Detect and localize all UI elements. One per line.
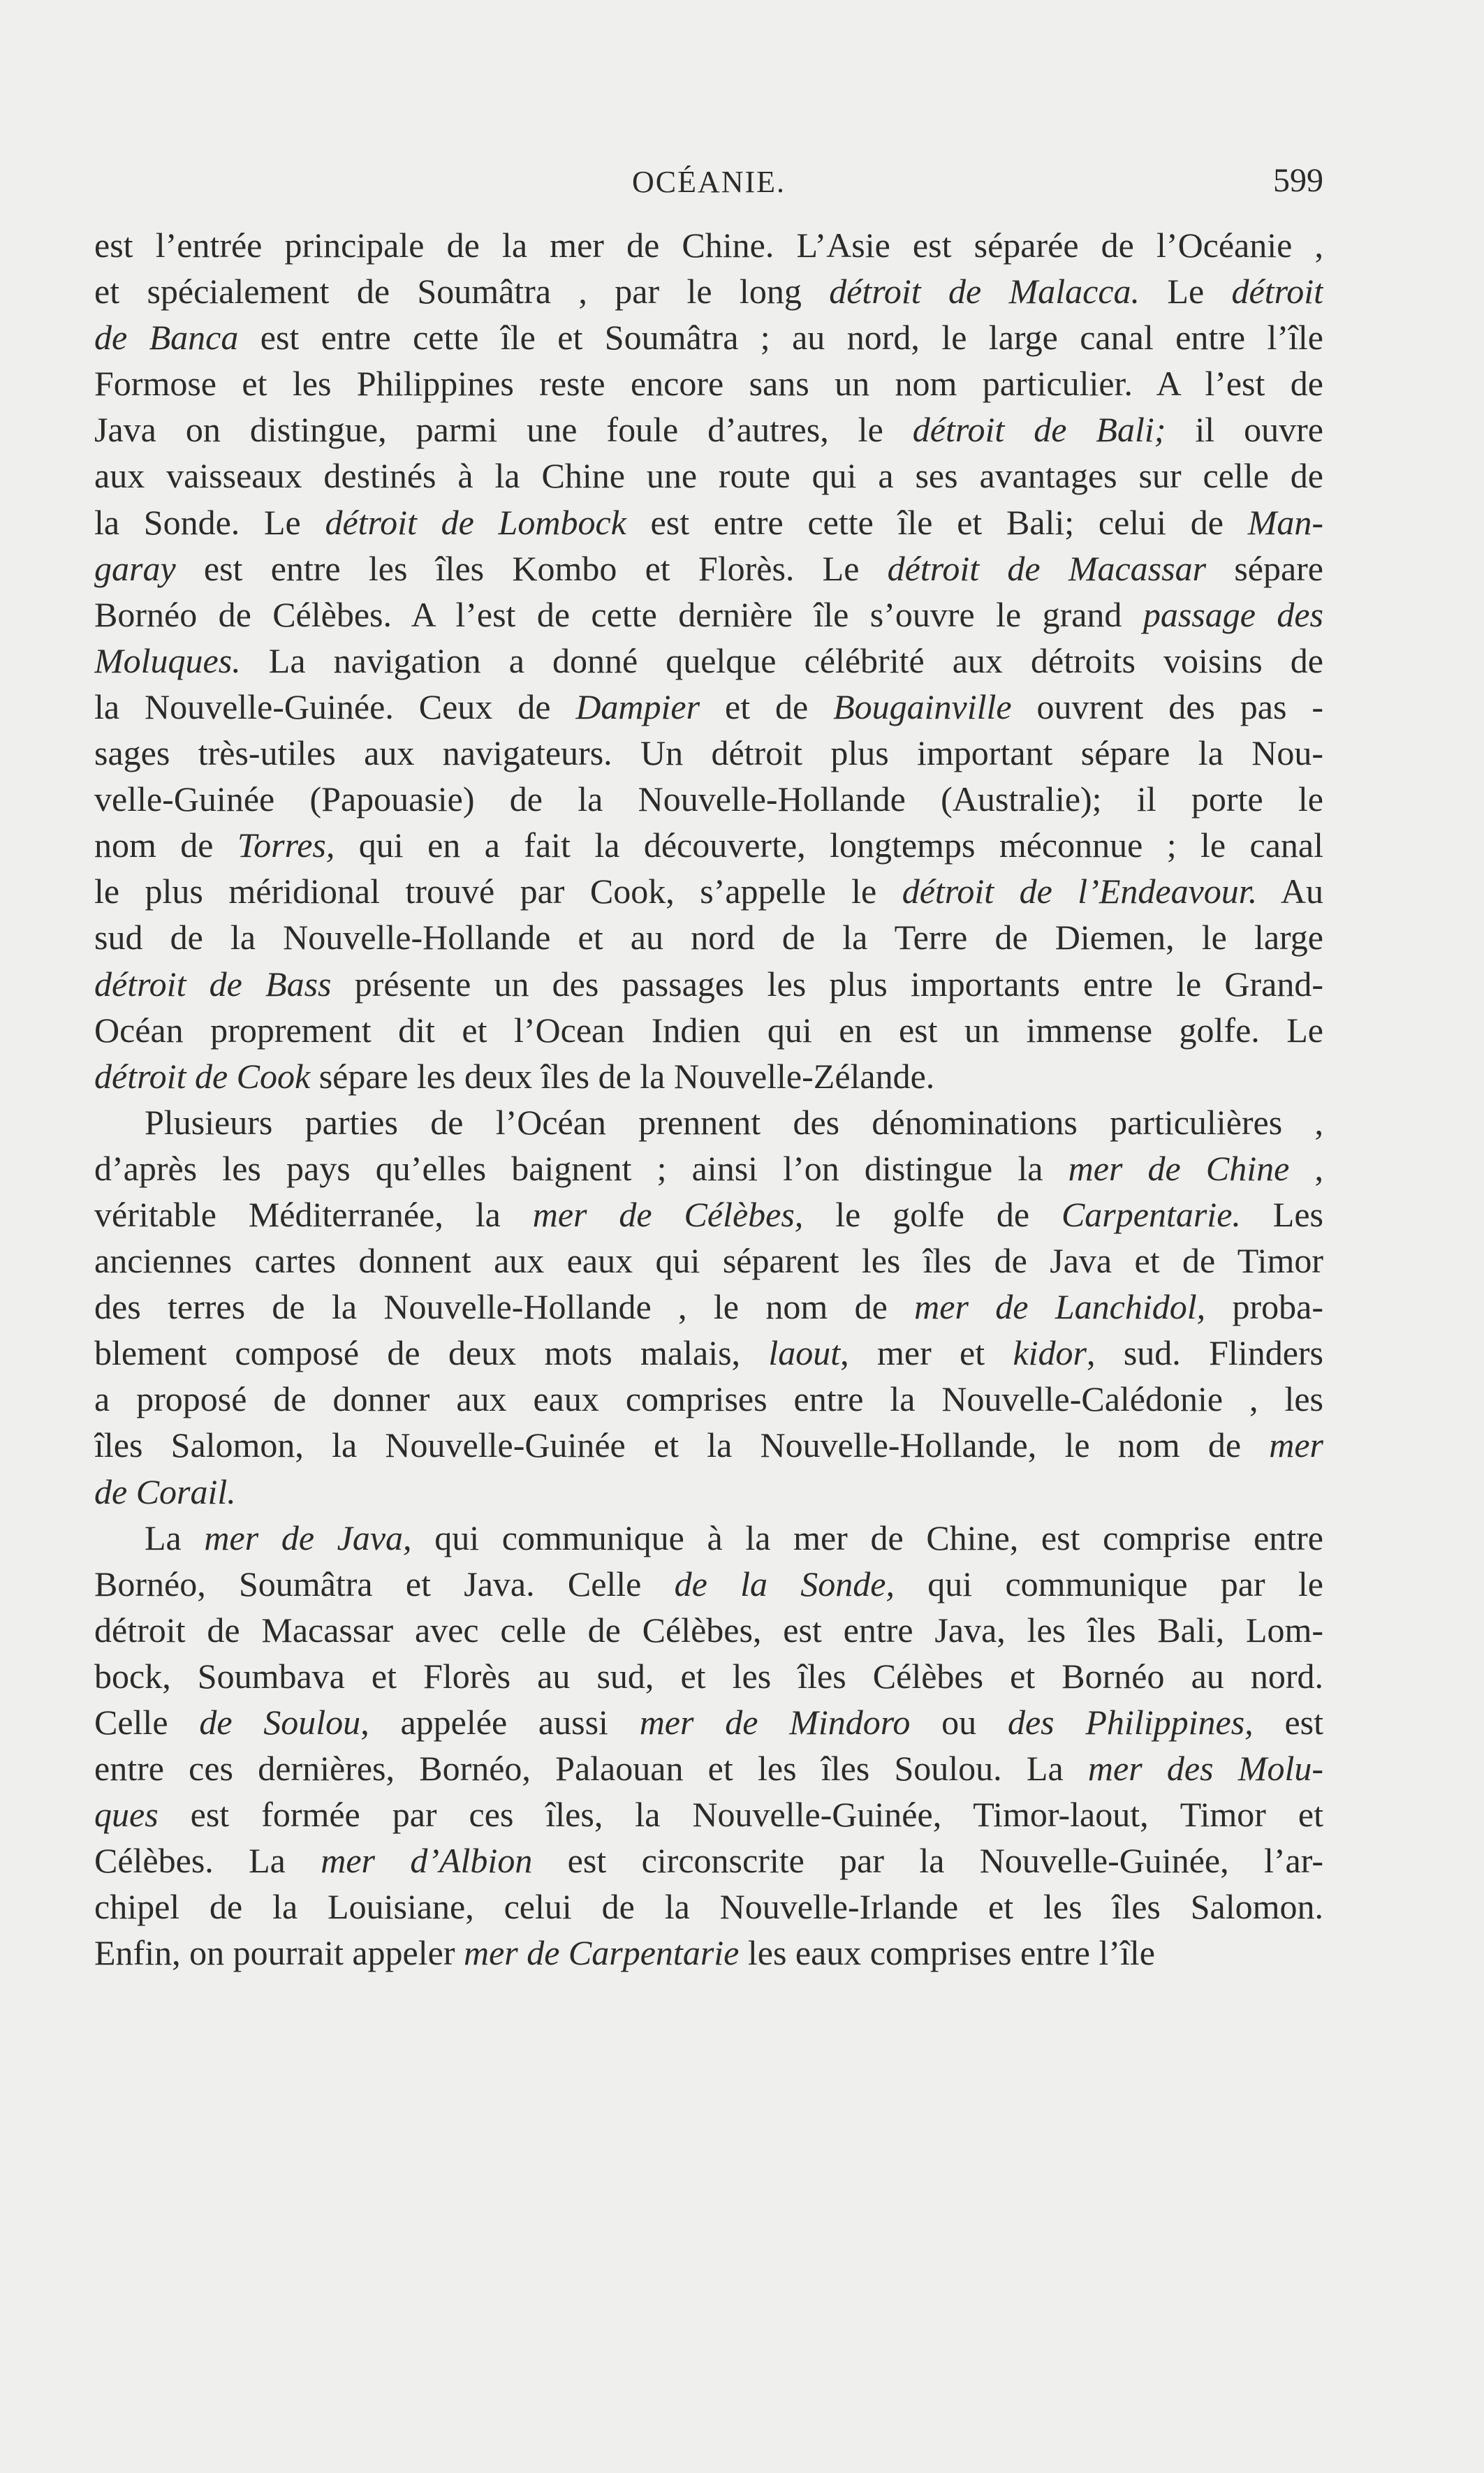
text-line: [94, 684, 1323, 730]
text-run: et de: [700, 687, 834, 726]
text-line: [94, 1007, 1323, 1053]
text-run: est: [1253, 1703, 1323, 1742]
text-line: [94, 822, 1323, 868]
text-run: blement composé de deux mots malais,: [94, 1333, 769, 1373]
text-line: [94, 1238, 1323, 1284]
text-run: Celle: [94, 1703, 200, 1742]
text-run: est l’entrée principale de la mer de Chine. L’Asie est séparée de l’Océanie ,: [94, 226, 1323, 265]
italic-run: des Philippines,: [1007, 1703, 1254, 1742]
text-line: [94, 545, 1323, 592]
text-run: Java on distingue, parmi une foule d’autres, le: [94, 410, 913, 450]
text-run: ouvrent des pas -: [1011, 687, 1323, 726]
text-run: qui communique à la mer de Chine, est comprise entre: [411, 1518, 1323, 1557]
text-run: îles Salomon, la Nouvelle-Guinée et la Nouvelle-Hollande, le nom de: [94, 1425, 1270, 1465]
text-line: [94, 453, 1323, 499]
italic-run: détroit de Lombock: [325, 502, 626, 542]
text-run: Bornéo, Soumâtra et Java. Celle: [94, 1564, 675, 1604]
text-line: [94, 1191, 1323, 1238]
text-line: [94, 592, 1323, 638]
text-run: est entre cette île et Bali; celui de: [626, 502, 1248, 542]
italic-run: détroit de Cook: [94, 1056, 311, 1096]
text-line: [94, 268, 1323, 314]
text-run: aux vaisseaux destinés à la Chine une route qui a ses avantages sur celle de: [94, 456, 1323, 496]
text-run: il ouvre: [1166, 410, 1323, 450]
text-run: la Nouvelle-Guinée. Ceux de: [94, 687, 576, 726]
text-run: sépare: [1206, 548, 1323, 588]
italic-run: mer de Chine: [1068, 1148, 1290, 1188]
italic-run: mer: [1269, 1425, 1323, 1465]
text-run: sud de la Nouvelle-Hollande et au nord de la Terre de Diemen, le large: [94, 918, 1323, 957]
italic-run: Torres,: [237, 825, 335, 865]
paragraph: [94, 1515, 1323, 1976]
text-line: [94, 314, 1323, 360]
italic-run: Carpentarie.: [1061, 1194, 1241, 1234]
text-line: [94, 360, 1323, 406]
text-run: Au: [1257, 872, 1323, 911]
text-line: [94, 1699, 1323, 1745]
italic-run: mer de Mindoro: [639, 1703, 911, 1742]
italic-run: détroit de Macassar: [887, 548, 1207, 588]
text-run: Bornéo de Célèbes. A l’est de cette dernière île s’ouvre le grand: [94, 594, 1143, 634]
text-run: Océan proprement dit et l’Ocean Indien qui en est un immense golfe. Le: [94, 1010, 1323, 1050]
text-run: , mer et: [840, 1333, 1013, 1373]
italic-run: détroit de Bass: [94, 964, 332, 1004]
text-line: [94, 1607, 1323, 1653]
italic-run: mer de Java,: [204, 1518, 412, 1557]
italic-run: mer de Lanchidol,: [914, 1287, 1206, 1327]
text-run: présente un des passages les plus importants entre le Grand-: [331, 964, 1323, 1004]
text-run: des terres de la Nouvelle-Hollande , le nom de: [94, 1287, 915, 1327]
text-line: [94, 1745, 1323, 1791]
italic-run: Moluques.: [94, 640, 241, 680]
text-line: [94, 868, 1323, 914]
text-line: [94, 730, 1323, 776]
italic-run: détroit de l’Endeavour.: [902, 872, 1258, 911]
running-head: [94, 164, 1323, 213]
text-run: le plus méridional trouvé par Cook, s’appelle le: [94, 872, 902, 911]
text-line: [94, 1884, 1323, 1930]
text-run: sages très-utiles aux navigateurs. Un détroit plus important sépare la Nou-: [94, 733, 1323, 773]
text-line: [94, 1791, 1323, 1837]
text-run: velle-Guinée (Papouasie) de la Nouvelle-Hollande (Australie); il porte le: [94, 779, 1323, 819]
text-run: est entre les îles Kombo et Florès. Le: [175, 548, 888, 588]
text-run: Plusieurs parties de l’Océan prennent des dénominations particulières ,: [145, 1102, 1323, 1142]
text-run: le golfe de: [803, 1194, 1061, 1234]
italic-run: ques: [94, 1795, 159, 1835]
italic-run: détroit: [1231, 272, 1323, 311]
text-run: entre ces dernières, Bornéo, Palaouan et les îles Soulou. La: [94, 1749, 1088, 1789]
italic-run: Man-: [1247, 502, 1323, 542]
italic-run: mer d’Albion: [321, 1841, 533, 1881]
italic-run: mer de Célèbes,: [532, 1194, 804, 1234]
italic-run: de Soulou: [199, 1703, 361, 1742]
text-run: qui communique par le: [895, 1564, 1323, 1604]
text-line: [94, 1376, 1323, 1422]
text-line: [94, 1099, 1323, 1145]
text-line: [94, 1930, 1323, 1976]
text-line: [94, 961, 1323, 1007]
text-run: nom de: [94, 825, 237, 865]
text-run: anciennes cartes donnent aux eaux qui séparent les îles de Java et de Timor: [94, 1241, 1323, 1281]
text-run: bock, Soumbava et Florès au sud, et les îles Célèbes et Bornéo au nord.: [94, 1656, 1323, 1696]
body-text: [94, 222, 1323, 1976]
text-run: a proposé de donner aux eaux comprises entre la Nouvelle-Calédonie , les: [94, 1379, 1323, 1419]
text-line: [94, 1653, 1323, 1699]
paragraph: [94, 222, 1323, 1099]
italic-run: de Corail.: [94, 1472, 236, 1511]
italic-run: Bougainville: [833, 687, 1012, 726]
text-line: [94, 1422, 1323, 1468]
text-line: [94, 914, 1323, 960]
text-run: chipel de la Louisiane, celui de la Nouvelle-Irlande et les îles Salomon.: [94, 1887, 1323, 1927]
paragraph: [94, 1099, 1323, 1515]
text-run: d’après les pays qu’elles baignent ; ainsi l’on distingue la: [94, 1148, 1068, 1188]
text-run: la Sonde. Le: [94, 502, 325, 542]
text-line: [94, 499, 1323, 545]
text-run: et spécialement de Soumâtra , par le long: [94, 272, 830, 311]
text-run: Enfin, on pourrait appeler: [94, 1933, 464, 1973]
text-line: [94, 1284, 1323, 1330]
text-run: ou: [910, 1703, 1008, 1742]
running-title: OCÉANIE.: [631, 165, 786, 199]
text-run: sépare les deux îles de la Nouvelle-Zélande.: [310, 1056, 935, 1096]
italic-run: Dampier: [575, 687, 700, 726]
text-line: [94, 1515, 1323, 1561]
italic-run: mer des Molu-: [1087, 1749, 1323, 1789]
text-run: détroit de Macassar avec celle de Célèbes, est entre Java, les îles Bali, Lom-: [94, 1610, 1323, 1650]
text-line: [94, 1053, 1323, 1099]
page-number: 599: [1273, 162, 1323, 199]
italic-run: de la Sonde,: [674, 1564, 895, 1604]
text-run: La navigation a donné quelque célébrité aux détroits voisins de: [240, 640, 1323, 680]
text-run: est formée par ces îles, la Nouvelle-Guinée, Timor-laout, Timor et: [158, 1795, 1323, 1835]
italic-run: mer de Carpentarie: [463, 1933, 740, 1973]
italic-run: détroit de Malacca.: [829, 272, 1140, 311]
text-run: proba-: [1205, 1287, 1323, 1327]
text-run: est circonscrite par la Nouvelle-Guinée, l’ar-: [532, 1841, 1323, 1881]
text-run: véritable Méditerranée, la: [94, 1194, 533, 1234]
text-line: [94, 1837, 1323, 1884]
text-run: Formose et les Philippines reste encore sans un nom particulier. A l’est de: [94, 364, 1323, 404]
text-run: Le: [1140, 272, 1232, 311]
text-line: [94, 1330, 1323, 1376]
text-run: qui en a fait la découverte, longtemps méconnue ; le canal: [335, 825, 1323, 865]
text-line: [94, 776, 1323, 822]
text-run: La: [145, 1518, 205, 1557]
italic-run: laout: [768, 1333, 841, 1373]
text-line: [94, 406, 1323, 453]
text-line: [94, 222, 1323, 268]
italic-run: garay: [94, 548, 176, 588]
text-run: , sud. Flinders: [1087, 1333, 1323, 1373]
italic-run: kidor: [1013, 1333, 1087, 1373]
italic-run: de Banca: [94, 318, 239, 358]
text-line: [94, 638, 1323, 684]
text-run: , appelée aussi: [360, 1703, 640, 1742]
text-line: [94, 1145, 1323, 1191]
text-line: [94, 1469, 1323, 1515]
text-run: Les: [1240, 1194, 1323, 1234]
italic-run: passage des: [1143, 594, 1323, 634]
text-line: [94, 1561, 1323, 1607]
text-run: Célèbes. La: [94, 1841, 321, 1881]
text-run: est entre cette île et Soumâtra ; au nord, le large canal entre l’île: [238, 318, 1323, 358]
italic-run: détroit de Bali;: [912, 410, 1166, 450]
text-run: les eaux comprises entre l’île: [739, 1933, 1155, 1973]
text-run: ,: [1289, 1148, 1323, 1188]
